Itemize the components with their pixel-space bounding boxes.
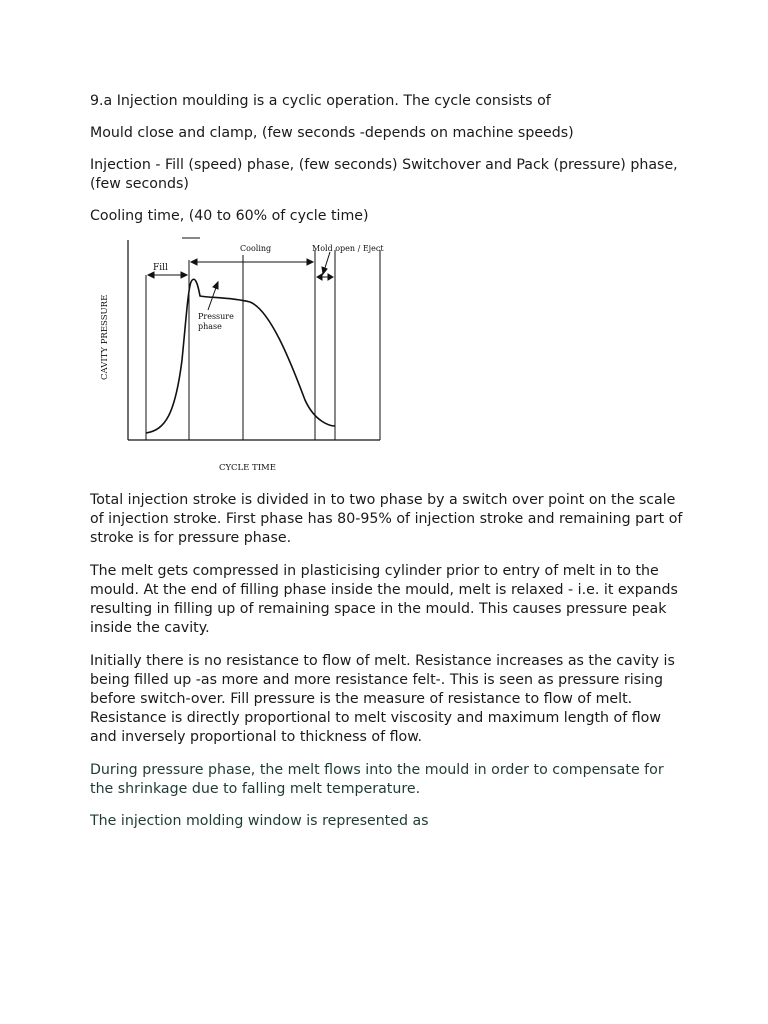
cavity-pressure-diagram xyxy=(90,230,400,480)
paragraph-resistance: Initially there is no resistance to flow of melt. Resistance increases as the cavity is being filled up -as more and more resistance felt-. This is seen as pressure rising before switch-over. Fill pressure is the measure of resistance to flow of melt. Resistance is directly proportional to melt viscosity and maximum length of flow and inversely proportional to thickness of flow. xyxy=(90,653,675,745)
x-axis-label: CYCLE TIME xyxy=(219,463,276,473)
label-phase: phase xyxy=(198,322,222,331)
paragraph-mould-close: Mould close and clamp, (few seconds -depends on machine speeds) xyxy=(90,125,574,141)
paragraph-injection-stroke: Total injection stroke is divided in to two phase by a switch over point on the scale of injection stroke. First phase has 80-95% of injection stroke and remaining part of stroke is for pressure phase. xyxy=(90,492,683,546)
y-axis-label: CAVITY PRESSURE xyxy=(100,294,110,380)
paragraph-cooling-time: Cooling time, (40 to 60% of cycle time) xyxy=(90,208,369,224)
paragraph-pressure-phase: During pressure phase, the melt flows into the mould in order to compensate for the shrinkage due to falling melt temperature. xyxy=(90,762,664,797)
label-fill: Fill xyxy=(153,263,168,273)
cavity-pressure-curve xyxy=(146,279,335,433)
label-cooling: Cooling xyxy=(240,244,272,253)
paragraph-injection-phase: Injection - Fill (speed) phase, (few seconds) Switchover and Pack (pressure) phase, (few seconds) xyxy=(90,157,678,192)
paragraph-cycle-intro: 9.a Injection moulding is a cyclic operation. The cycle consists of xyxy=(90,93,551,109)
label-mould-open-eject: Mold open / Eject xyxy=(312,244,384,253)
phase-arrows xyxy=(148,252,333,310)
paragraph-molding-window: The injection molding window is represented as xyxy=(90,813,429,829)
label-pressure: Pressure xyxy=(198,312,234,321)
paragraph-melt-compressed: The melt gets compressed in plasticising cylinder prior to entry of melt in to the mould. At the end of filling phase inside the mould, melt is relaxed - i.e. it expands resulting in filling up of remaining space in the mould. This causes pressure peak inside the cavity. xyxy=(90,563,678,636)
